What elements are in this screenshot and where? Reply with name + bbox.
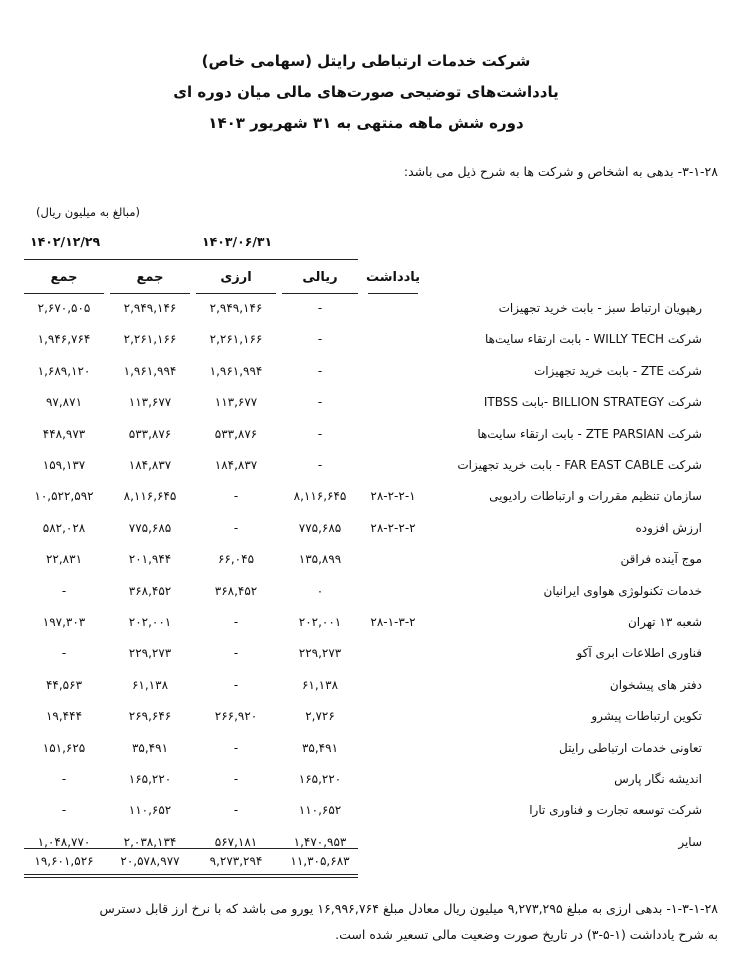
row-fx: ۵۳۳,۸۷۶ [214, 427, 258, 441]
row-label: شرکت ZTE PARSIAN - بابت ارتقاء سایت‌ها [477, 427, 702, 441]
row-total: ۲۰۱,۹۴۴ [128, 552, 172, 566]
row-rial: ۷۷۵,۶۸۵ [298, 521, 342, 535]
row-total: ۱۱۳,۶۷۷ [128, 395, 172, 409]
row-prev: - [61, 646, 67, 660]
row-rial: ۲۲۹,۲۷۳ [298, 646, 342, 660]
header-rule [24, 259, 358, 260]
row-total: ۲۲۹,۲۷۳ [128, 646, 172, 660]
previous-date: ۱۴۰۲/۱۲/۲۹ [30, 234, 101, 249]
row-label: رهپویان ارتباط سبز - بابت خرید تجهیزات [498, 301, 702, 315]
row-prev: ۱۵۱,۶۲۵ [42, 741, 86, 755]
row-total: ۷۷۵,۶۸۵ [128, 521, 172, 535]
row-label: موج آینده فراقن [620, 552, 702, 566]
row-fx: - [233, 521, 239, 535]
row-total: ۵۳۳,۸۷۶ [128, 427, 172, 441]
row-rial: ۱۶۵,۲۲۰ [298, 772, 342, 786]
footnote-line-1: ۱-۳-۱-۲۸- بدهی ارزی به مبلغ ۹,۲۷۳,۲۹۵ میلیون ریال معادل مبلغ ۱۶,۹۹۶,۷۶۴ یورو می باشد که با نرخ ارز قابل دسترس [99, 901, 718, 916]
total-current: ۲۰,۵۷۸,۹۷۷ [120, 854, 180, 868]
total-rule-double-1 [24, 874, 358, 875]
row-rial: ۲,۷۲۶ [305, 709, 335, 723]
row-prev: ۱,۰۴۸,۷۷۰ [37, 835, 91, 849]
row-label: تعاونی خدمات ارتباطی رایتل [559, 741, 702, 755]
row-rial: ۱۳۵,۸۹۹ [298, 552, 342, 566]
row-prev: ۹۷,۸۷۱ [45, 395, 83, 409]
row-fx: - [233, 803, 239, 817]
col-underline-prev [24, 293, 104, 294]
total-previous: ۱۹,۶۰۱,۵۲۶ [34, 854, 94, 868]
col-underline-rial [282, 293, 358, 294]
col-total-current: جمع [136, 270, 164, 285]
row-total: ۳۵,۴۹۱ [131, 741, 169, 755]
row-total: ۱۶۵,۲۲۰ [128, 772, 172, 786]
row-total: ۲۶۹,۶۴۶ [128, 709, 172, 723]
row-label: شرکت BILLION STRATEGY -بابت ITBSS [483, 395, 702, 409]
intro-text: ۳-۱-۲۸- بدهی به اشخاص و شرکت ها به شرح ذیل می باشد: [403, 164, 718, 179]
row-total: ۲۰۲,۰۰۱ [128, 615, 172, 629]
row-rial: ۱,۴۷۰,۹۵۳ [293, 835, 347, 849]
row-label: فناوری اطلاعات ابری آکو [576, 646, 702, 660]
row-fx: - [233, 615, 239, 629]
row-note: ۲۸-۲-۲-۲ [370, 521, 416, 535]
row-prev: ۵۸۲,۰۲۸ [42, 521, 86, 535]
row-label: ارزش افزوده [635, 521, 702, 535]
row-rial: - [317, 301, 323, 315]
row-label: شرکت ZTE - بابت خرید تجهیزات [533, 364, 702, 378]
col-underline-total [110, 293, 190, 294]
row-fx: - [233, 772, 239, 786]
row-fx: - [233, 741, 239, 755]
row-fx: - [233, 489, 239, 503]
total-rial: ۱۱,۳۰۵,۶۸۳ [290, 854, 350, 868]
row-rial: - [317, 427, 323, 441]
col-underline-note [368, 293, 418, 294]
company-title: شرکت خدمات ارتباطی رایتل (سهامی خاص) [201, 52, 531, 70]
row-total: ۲,۰۳۸,۱۳۴ [123, 835, 177, 849]
col-underline-fx [196, 293, 276, 294]
row-rial: ۳۵,۴۹۱ [301, 741, 339, 755]
col-note: یادداشت [365, 270, 421, 285]
row-prev: - [61, 584, 67, 598]
row-note: ۲۸-۲-۲-۱ [370, 489, 416, 503]
row-fx: - [233, 646, 239, 660]
row-prev: - [61, 772, 67, 786]
row-fx: ۲,۲۶۱,۱۶۶ [209, 332, 263, 346]
row-prev: ۱,۹۴۶,۷۶۴ [37, 332, 91, 346]
row-label: تکوین ارتباطات پیشرو [591, 709, 702, 723]
row-label: شرکت WILLY TECH - بابت ارتقاء سایت‌ها [484, 332, 702, 346]
row-rial: - [317, 458, 323, 472]
row-label: شرکت توسعه تجارت و فناوری تارا [529, 803, 702, 817]
total-rule-top [24, 848, 358, 849]
current-date: ۱۴۰۳/۰۶/۳۱ [202, 234, 273, 249]
row-fx: ۱۸۴,۸۳۷ [214, 458, 258, 472]
row-prev: ۲,۶۷۰,۵۰۵ [37, 301, 91, 315]
row-total: ۲,۲۶۱,۱۶۶ [123, 332, 177, 346]
row-total: ۳۶۸,۴۵۲ [128, 584, 172, 598]
row-rial: ۶۱,۱۳۸ [301, 678, 339, 692]
row-fx: ۲,۹۴۹,۱۴۶ [209, 301, 263, 315]
row-fx: ۱,۹۶۱,۹۹۴ [209, 364, 263, 378]
row-label: سایر [678, 835, 702, 849]
row-prev: ۲۲,۸۳۱ [45, 552, 83, 566]
row-rial: ۸,۱۱۶,۶۴۵ [293, 489, 347, 503]
report-period: دوره شش ماهه منتهی به ۳۱ شهریور ۱۴۰۳ [208, 114, 524, 132]
row-prev: ۱۹,۴۴۴ [45, 709, 83, 723]
total-rule-double-2 [24, 877, 358, 878]
row-label: شرکت FAR EAST CABLE - بابت خرید تجهیزات [457, 458, 702, 472]
row-label: خدمات تکنولوژی هواوی ایرانیان [543, 584, 702, 598]
row-rial: ۰ [316, 584, 324, 598]
row-total: ۲,۹۴۹,۱۴۶ [123, 301, 177, 315]
col-rial: ریالی [302, 270, 338, 285]
row-rial: - [317, 364, 323, 378]
row-prev: ۱۹۷,۳۰۳ [42, 615, 86, 629]
row-fx: ۱۱۳,۶۷۷ [214, 395, 258, 409]
row-total: ۶۱,۱۳۸ [131, 678, 169, 692]
row-label: اندیشه نگار پارس [614, 772, 702, 786]
row-rial: ۲۰۲,۰۰۱ [298, 615, 342, 629]
row-prev: - [61, 803, 67, 817]
row-total: ۱,۹۶۱,۹۹۴ [123, 364, 177, 378]
row-label: سازمان تنظیم مقررات و ارتباطات رادیویی [489, 489, 702, 503]
row-fx: ۲۶۶,۹۲۰ [214, 709, 258, 723]
col-fx: ارزی [220, 270, 252, 285]
unit-note: (مبالغ به میلیون ریال) [36, 205, 140, 219]
row-label: دفتر های پیشخوان [609, 678, 702, 692]
row-total: ۱۸۴,۸۳۷ [128, 458, 172, 472]
total-fx: ۹,۲۷۳,۲۹۴ [209, 854, 263, 868]
row-prev: ۴۴,۵۶۳ [45, 678, 83, 692]
row-total: ۱۱۰,۶۵۲ [128, 803, 172, 817]
row-prev: ۱۵۹,۱۳۷ [42, 458, 86, 472]
row-prev: ۱۰,۵۲۲,۵۹۲ [34, 489, 94, 503]
row-fx: ۵۶۷,۱۸۱ [214, 835, 258, 849]
row-prev: ۱,۶۸۹,۱۲۰ [37, 364, 91, 378]
col-total-previous: جمع [50, 270, 78, 285]
row-rial: ۱۱۰,۶۵۲ [298, 803, 342, 817]
row-fx: - [233, 678, 239, 692]
row-prev: ۴۴۸,۹۷۳ [42, 427, 86, 441]
row-note: ۲۸-۱-۳-۲ [370, 615, 416, 629]
footnote-line-2: به شرح یادداشت (۱-۵-۳) در تاریخ صورت وضعیت مالی تسعیر شده است. [335, 927, 718, 942]
row-rial: - [317, 395, 323, 409]
row-label: شعبه ۱۳ تهران [627, 615, 702, 629]
row-fx: ۶۶,۰۴۵ [217, 552, 255, 566]
row-fx: ۳۶۸,۴۵۲ [214, 584, 258, 598]
report-subtitle: یادداشت‌های توضیحی صورت‌های مالی میان دوره ای [173, 83, 559, 101]
row-rial: - [317, 332, 323, 346]
row-total: ۸,۱۱۶,۶۴۵ [123, 489, 177, 503]
